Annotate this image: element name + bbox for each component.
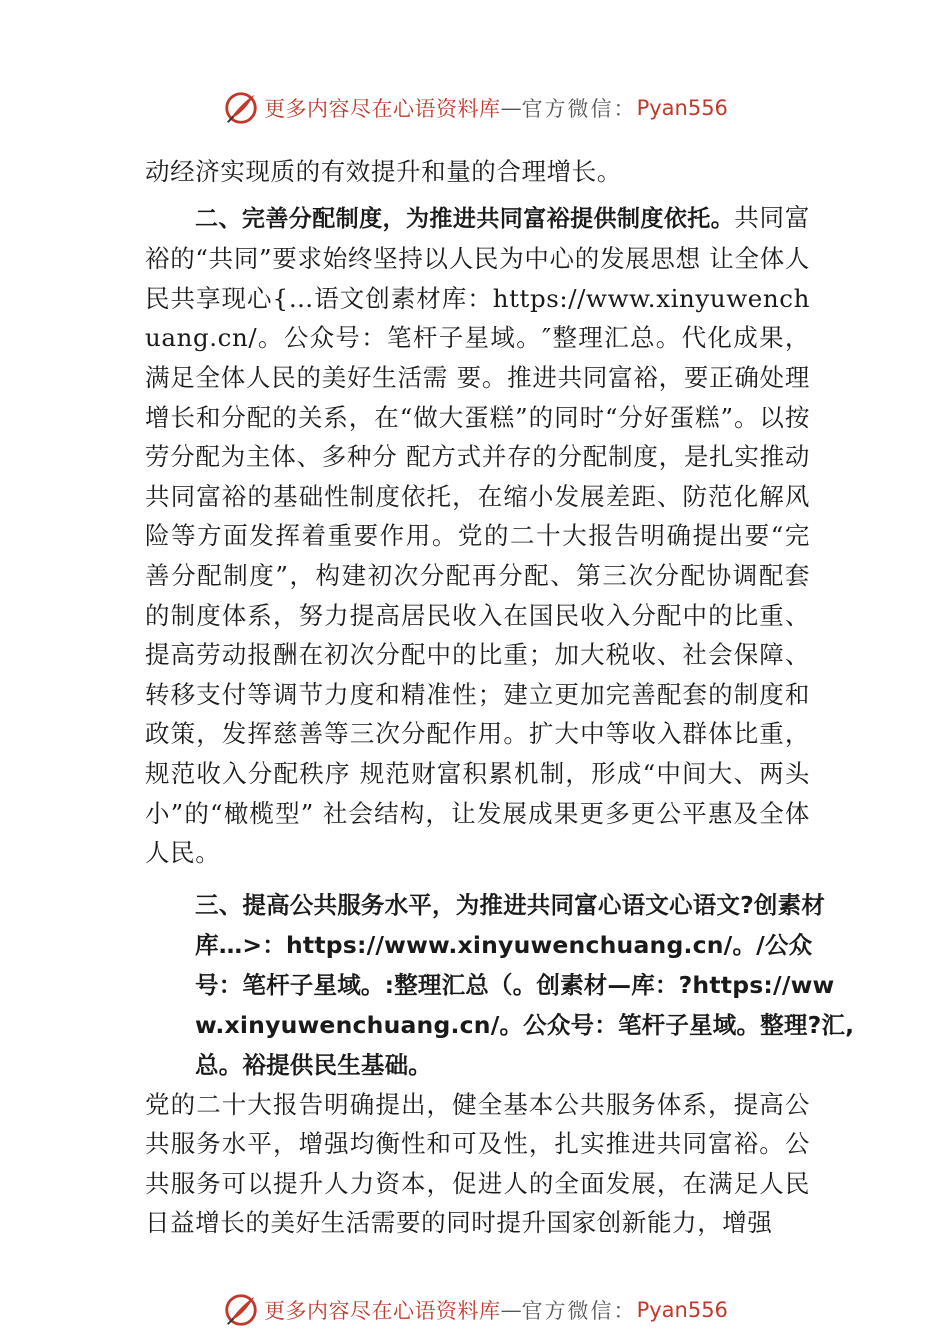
footer-banner (0, 1290, 950, 1330)
section-3-heading: 三、提高公共服务水平，为推进共同富心语文心语文?创素材库…>：https://www.xinyuwenchuang.cn/。/公众号：笔杆子星域。:整理汇总（。创素材—库：?https://www.xinyuwenchuang.cn/。公众号：笔杆子星域。整理?汇,总。裕提供民生基础。 (195, 890, 855, 1079)
banner-wechat-id: Pyan556 (636, 96, 728, 120)
banner-slogan: 更多内容尽在心语资料库 (264, 1299, 501, 1323)
banner-dash: — (500, 96, 522, 120)
banner-dash: — (500, 1298, 522, 1322)
quill-logo-icon (222, 89, 260, 127)
paragraph-intro: 动经济实现质的有效提升和量的合理增长。 (145, 157, 622, 186)
document-body (145, 152, 855, 1243)
section-2-text: 共同富裕的“共同”要求始终坚持以人民为中心的发展思想 让全体人民共享现心{…语文创素材库：https://www.xinyuwenchuang.cn/。公众号：笔杆子星域。″整理汇总。代化成果，满足全体人民的美好生活需 要。推进共同富裕，要正确处理增长和分配的关系，在“做大蛋糕”的同时“分好蛋糕”。以按劳分配为主体、多种分 配方式并存的分配制度，是扎实推动共同富裕的基础性制度依托，在缩小发展差距、防范化解风险等方面发挥着重要作用。党的二十大报告明确提出要“完善分配制度”，构建初次分配再分配、第三次分配协调配套的制度体系，努力提高居民收入在国民收入分配中的比重、提高劳动报酬在初次分配中的比重；加大税收、社会保障、转移支付等调节力度和精准性；建立更加完善配套的制度和政策，发挥慈善等三次分配作用。扩大中等收入群体比重，规范收入分配秩序 规范财富积累机制，形成“中间大、两头小”的“橄榄型” 社会结构，让发展成果更多更公平惠及全体人民。 (145, 202, 810, 868)
header-banner (0, 88, 950, 128)
banner-slogan: 更多内容尽在心语资料库 (264, 97, 501, 121)
section-2-heading: 二、完善分配制度，为推进共同富裕提供制度依托。 (195, 205, 735, 232)
paragraph-section-2 (145, 198, 810, 873)
banner-official-label: 官方微信： (521, 97, 637, 121)
quill-logo-icon (222, 1291, 260, 1329)
banner-official-label: 官方微信： (521, 1299, 637, 1323)
paragraph-section-3: 党的二十大报告明确提出，健全基本公共服务体系，提高公共服务水平，增强均衡性和可及性，扎实推进共同富裕。公共服务可以提升人力资本，促进人的全面发展，在满足人民日益增长的美好生活需要的同时提升国家创新能力，增强 (145, 1089, 810, 1238)
banner-wechat-id: Pyan556 (636, 1298, 728, 1322)
